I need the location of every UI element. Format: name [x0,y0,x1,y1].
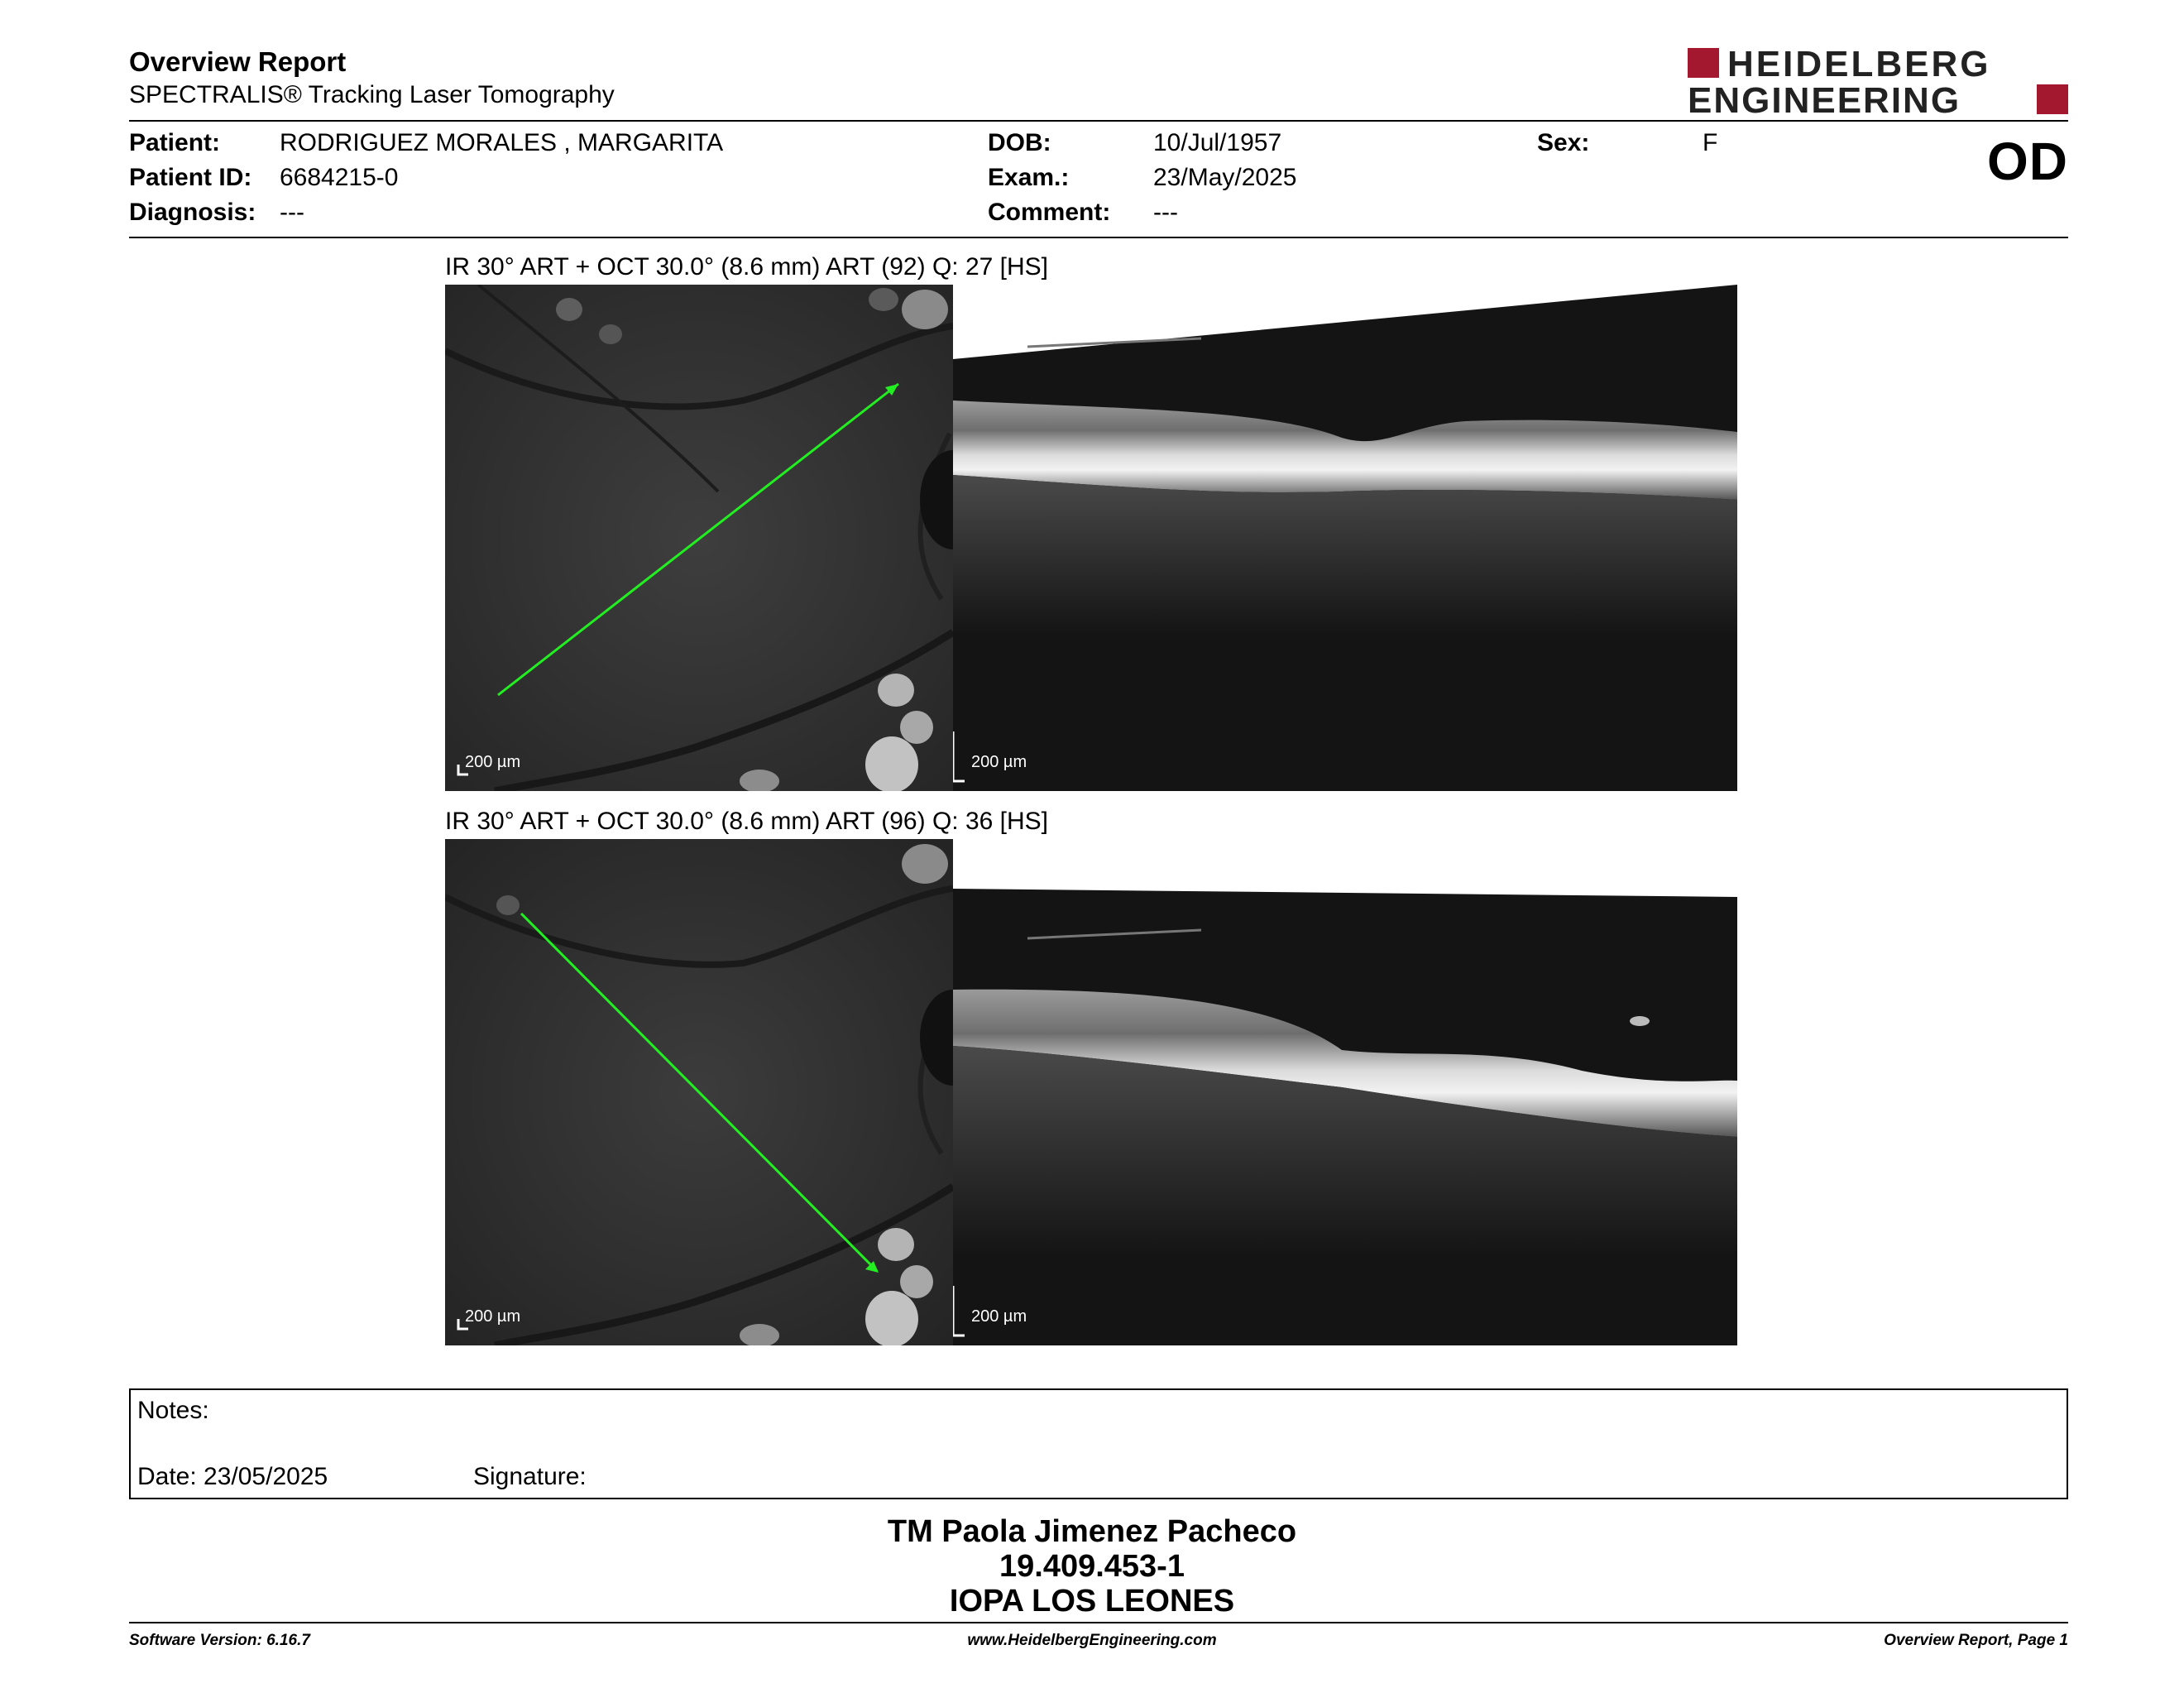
image-title-2: IR 30° ART + OCT 30.0° (8.6 mm) ART (96) Q: 36 [HS] [445,808,1048,835]
fundus-scale-2: 200 µm [465,1307,521,1326]
date-label: Date: 23/05/2025 [137,1463,328,1490]
patient-divider [129,237,2068,238]
patient-id-label: Patient ID: [129,164,252,191]
exam-value: 23/May/2025 [1153,164,1297,191]
logo-line2: ENGINEERING [1688,80,1961,117]
page-number: Overview Report, Page 1 [1884,1632,2068,1649]
diagnosis-value: --- [280,199,304,226]
website-link[interactable]: www.HeidelbergEngineering.com [967,1632,1217,1649]
footer-divider [129,1622,2068,1623]
signature-label: Signature: [473,1463,587,1490]
comment-label: Comment: [988,199,1111,226]
dob-value: 10/Jul/1957 [1153,129,1282,156]
image-panel-2 [445,839,1737,1345]
oct-bscan-2 [953,839,1737,1345]
report-subtitle: SPECTRALIS® Tracking Laser Tomography [129,81,615,108]
sex-label: Sex: [1537,129,1590,156]
diagnosis-label: Diagnosis: [129,199,256,226]
exam-label: Exam.: [988,164,1070,191]
image-panel-1 [445,285,1737,791]
logo-line1: HEIDELBERG [1727,46,1991,84]
image-title-1: IR 30° ART + OCT 30.0° (8.6 mm) ART (92) Q: 27 [HS] [445,253,1048,281]
signer-id: 19.409.453-1 [999,1549,1185,1584]
software-version: Software Version: 6.16.7 [129,1632,310,1649]
oct-bscan-1 [953,285,1737,791]
notes-label: Notes: [137,1397,209,1424]
signer-institution: IOPA LOS LEONES [949,1584,1235,1618]
fundus-image-2 [445,839,953,1345]
sex-value: F [1703,129,1718,156]
heidelberg-logo [1688,46,2068,117]
comment-value: --- [1153,199,1178,226]
patient-name: RODRIGUEZ MORALES , MARGARITA [280,129,724,156]
oct-scale-2: 200 µm [971,1307,1027,1326]
patient-label: Patient: [129,129,221,156]
report-title: Overview Report [129,46,347,77]
fundus-image-1 [445,285,953,791]
header-divider [129,120,2068,122]
oct-scale-1: 200 µm [971,753,1027,771]
dob-label: DOB: [988,129,1051,156]
signer-name: TM Paola Jimenez Pacheco [887,1514,1297,1549]
eye-indicator: OD [1987,132,2068,191]
notes-box [129,1388,2068,1499]
patient-id-value: 6684215-0 [280,164,399,191]
fundus-scale-1: 200 µm [465,753,521,771]
